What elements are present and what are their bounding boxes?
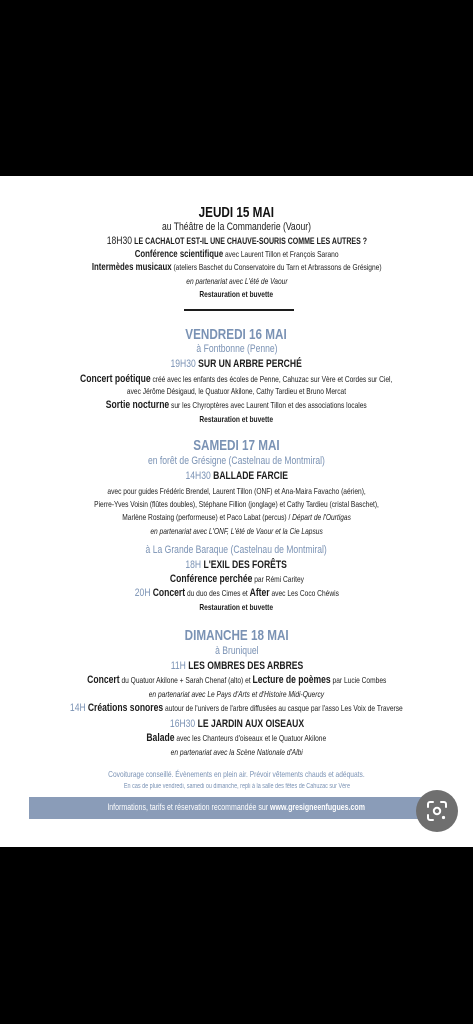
show-line-dimanche-3: 16H30 LE JARDIN AUX OISEAUX bbox=[169, 718, 304, 730]
show-line-samedi: 14H30 BALLADE FARCIE bbox=[185, 470, 288, 482]
guides-line-3: Marlène Rostaing (performeuse) et Paco Labat (percus) / Départ de l'Ourtigas bbox=[122, 512, 351, 522]
partner-jeudi: en partenariat avec L'été de Vaour bbox=[185, 276, 288, 286]
partner-dimanche-2: en partenariat avec la Scène Nationale d'Albi bbox=[170, 747, 303, 757]
day-heading-dimanche: DIMANCHE 18 MAI bbox=[184, 627, 289, 644]
venue-samedi: en forêt de Grésigne (Castelnau de Montmiral) bbox=[148, 455, 325, 467]
concert-after-line: 20H Concert du duo des Cimes et After avec Les Coco Chéwis bbox=[134, 587, 339, 599]
venue-jeudi: au Théâtre de la Commanderie (Vaour) bbox=[162, 221, 311, 233]
show-line-dimanche: 11H LES OMBRES DES ARBRES bbox=[170, 660, 303, 672]
info-text: Informations, tarifs et réservation recommandée sur www.gresigneenfugues.com bbox=[107, 802, 365, 812]
google-lens-icon[interactable] bbox=[416, 790, 458, 832]
partner-samedi: en partenariat avec L'ONF, L'été de Vaour et la Cie Lapsus bbox=[150, 526, 323, 536]
event-poster bbox=[0, 176, 473, 847]
guides-line-2: Pierre-Yves Voisin (flûtes doubles), Stéphane Fillion (jonglage) et Cathy Tardieu (cristal Baschet), bbox=[94, 499, 379, 509]
sortie-nocturne-line: Sortie nocturne sur les Chyroptères avec Laurent Tillon et des associations locales bbox=[106, 399, 367, 411]
conference-perchee-line: Conférence perchée par Rémi Caritey bbox=[169, 573, 304, 585]
day-heading-vendredi: VENDREDI 16 MAI bbox=[185, 326, 288, 343]
footer-rain-note: En cas de pluie vendredi, samedi ou dimanche, repli à la salle des fêtes de Cahuzac sur Vère bbox=[123, 783, 350, 790]
day-heading-samedi: SAMEDI 17 MAI bbox=[193, 437, 280, 454]
info-band bbox=[29, 797, 443, 819]
show-line-samedi-2: 18H L'EXIL DES FORÊTS bbox=[185, 559, 288, 571]
guides-line-1: avec pour guides Frédéric Brendel, Laurent Tillon (ONF) et Ana-Maira Favacho (aérien), bbox=[107, 486, 366, 496]
day-heading-jeudi: JEUDI 15 MAI bbox=[198, 204, 275, 221]
creations-sonores-line: 14H Créations sonores autour de l'univers de l'arbre diffusées au casque par l'asso Les Voix de Traverse bbox=[70, 702, 403, 714]
conference-line: Conférence scientifique avec Laurent Tillon et François Sarano bbox=[134, 249, 339, 260]
venue-samedi-2: à La Grande Baraque (Castelnau de Montmiral) bbox=[145, 544, 328, 556]
balade-line: Balade avec les Chanteurs d'oiseaux et le Quatuor Akilone bbox=[146, 732, 327, 744]
concert-poetique-line: Concert poétique créé avec les enfants des écoles de Penne, Cahuzac sur Vère et Cordes sur Ciel, bbox=[80, 373, 393, 385]
separator-line bbox=[184, 309, 294, 311]
venue-vendredi: à Fontbonne (Penne) bbox=[195, 343, 278, 355]
show-line-vendredi: 19H30 SUR UN ARBRE PERCHÉ bbox=[170, 358, 303, 370]
footer-note: Covoiturage conseillé. Évènements en plein air. Prévoir vêtements chauds et adéquats. bbox=[108, 769, 365, 779]
resto-vendredi: Restauration et buvette bbox=[199, 414, 274, 424]
partner-dimanche-1: en partenariat avec Le Pays d'Arts et d'Histoire Midi-Quercy bbox=[148, 689, 325, 699]
resto-samedi: Restauration et buvette bbox=[199, 602, 274, 612]
show-line-jeudi: 18H30 LE CACHALOT EST-IL UNE CHAUVE-SOURIS COMME LES AUTRES ? bbox=[106, 235, 367, 247]
venue-dimanche: à Bruniquel bbox=[214, 645, 259, 657]
concert-poetique-line-2: avec Jérôme Désigaud, le Quatuor Akilone, Cathy Tardieu et Bruno Mercat bbox=[126, 386, 347, 396]
concert-lecture-line: Concert du Quatuor Akilone + Sarah Chenaf (alto) et Lecture de poèmes par Lucie Combes bbox=[86, 674, 387, 686]
intermedes-line: Intermèdes musicaux (ateliers Baschet du Conservatoire du Tarn et Arbrassons de Grésigne) bbox=[91, 262, 382, 273]
resto-jeudi: Restauration et buvette bbox=[199, 289, 274, 299]
lens-glyph-icon bbox=[426, 800, 448, 822]
